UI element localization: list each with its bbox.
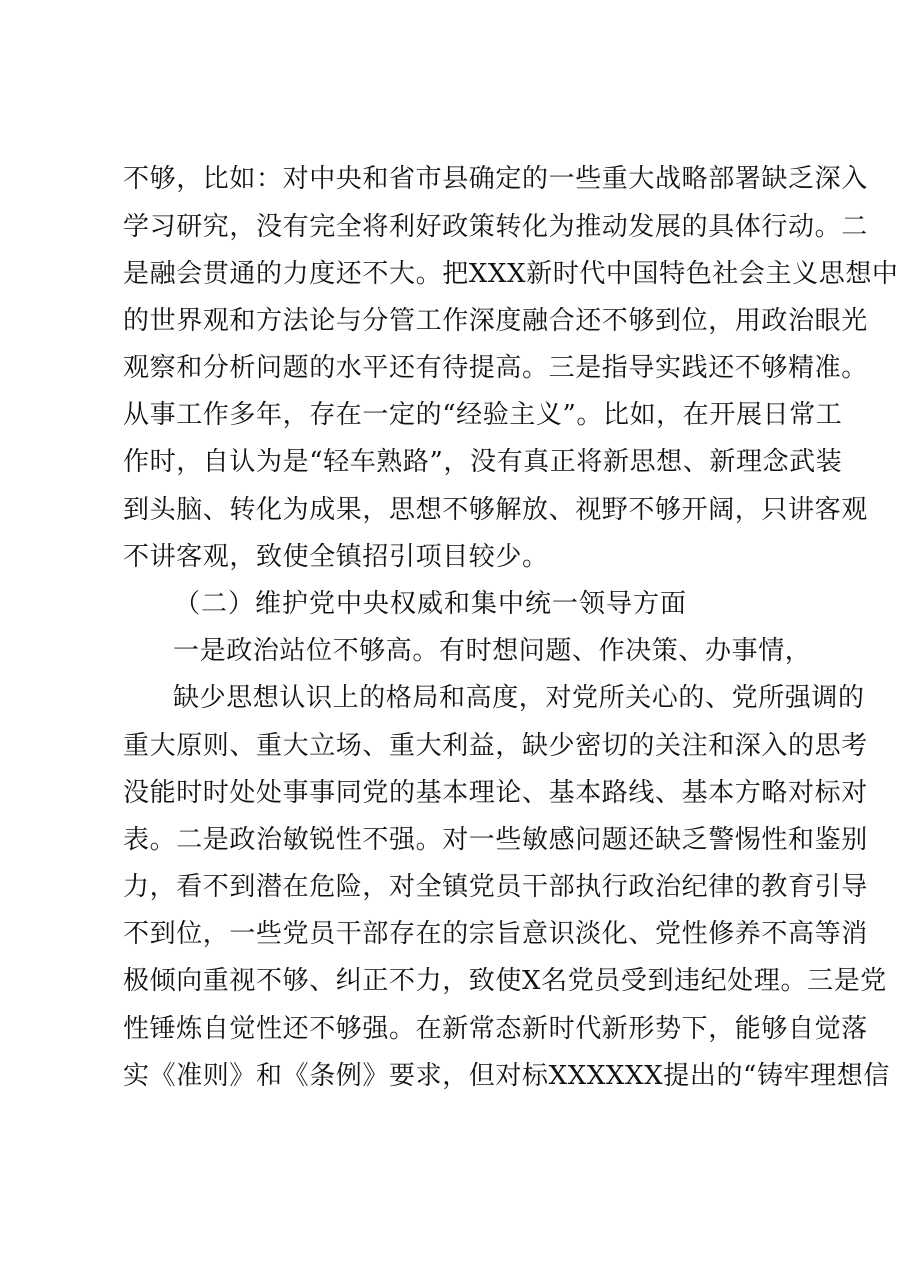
- body-text-line: 不够，比如：对中央和省市县确定的一些重大战略部署缺乏深入: [123, 164, 868, 194]
- body-text-line: 实《准则》和《条例》要求，但对标XXXXXX提出的“铸牢理想信: [123, 1061, 890, 1091]
- body-text-line: 不讲客观，致使全镇招引项目较少。: [123, 542, 549, 572]
- body-text-line: 力，看不到潜在危险，对全镇党员干部执行政治纪律的教育引导: [123, 872, 868, 902]
- body-text-line: 从事工作多年，存在一定的“经验主义”。比如，在开展日常工: [123, 400, 843, 430]
- body-text-line: 的世界观和方法论与分管工作深度融合还不够到位，用政治眼光: [123, 306, 868, 336]
- body-text-line: 学习研究，没有完全将利好政策转化为推动发展的具体行动。二: [123, 212, 868, 242]
- body-text-line: 是融会贯通的力度还不大。把XXX新时代中国特色社会主义思想中: [123, 259, 899, 289]
- body-text-line: 没能时时处处事事同党的基本理论、基本路线、基本方略对标对: [123, 778, 868, 808]
- body-text-line: 一是政治站位不够高。有时想问题、作决策、办事情，: [173, 636, 812, 666]
- body-text-line: 重大原则、重大立场、重大利益，缺少密切的关注和深入的思考: [123, 731, 868, 761]
- body-text-line: 不到位，一些党员干部存在的宗旨意识淡化、党性修养不高等消: [123, 919, 868, 949]
- body-text-line: 观察和分析问题的水平还有待提高。三是指导实践还不够精准。: [123, 353, 868, 383]
- body-text-line: 到头脑、转化为成果，思想不够解放、视野不够开阔，只讲客观: [123, 495, 868, 525]
- section-heading: （二）维护党中央权威和集中统一领导方面: [174, 589, 688, 619]
- body-text-line: 性锤炼自觉性还不够强。在新常态新时代新形势下，能够自觉落: [123, 1014, 868, 1044]
- body-text-line: 缺少思想认识上的格局和高度，对党所关心的、党所强调的: [173, 683, 865, 713]
- body-text-line: 表。二是政治敏锐性不强。对一些敏感问题还缺乏警惕性和鉴别: [123, 825, 868, 855]
- body-text-line: 作时，自认为是“轻车熟路”，没有真正将新思想、新理念武装: [123, 447, 843, 477]
- body-text-line: 极倾向重视不够、纠正不力，致使X名党员受到违纪处理。三是党: [123, 966, 887, 996]
